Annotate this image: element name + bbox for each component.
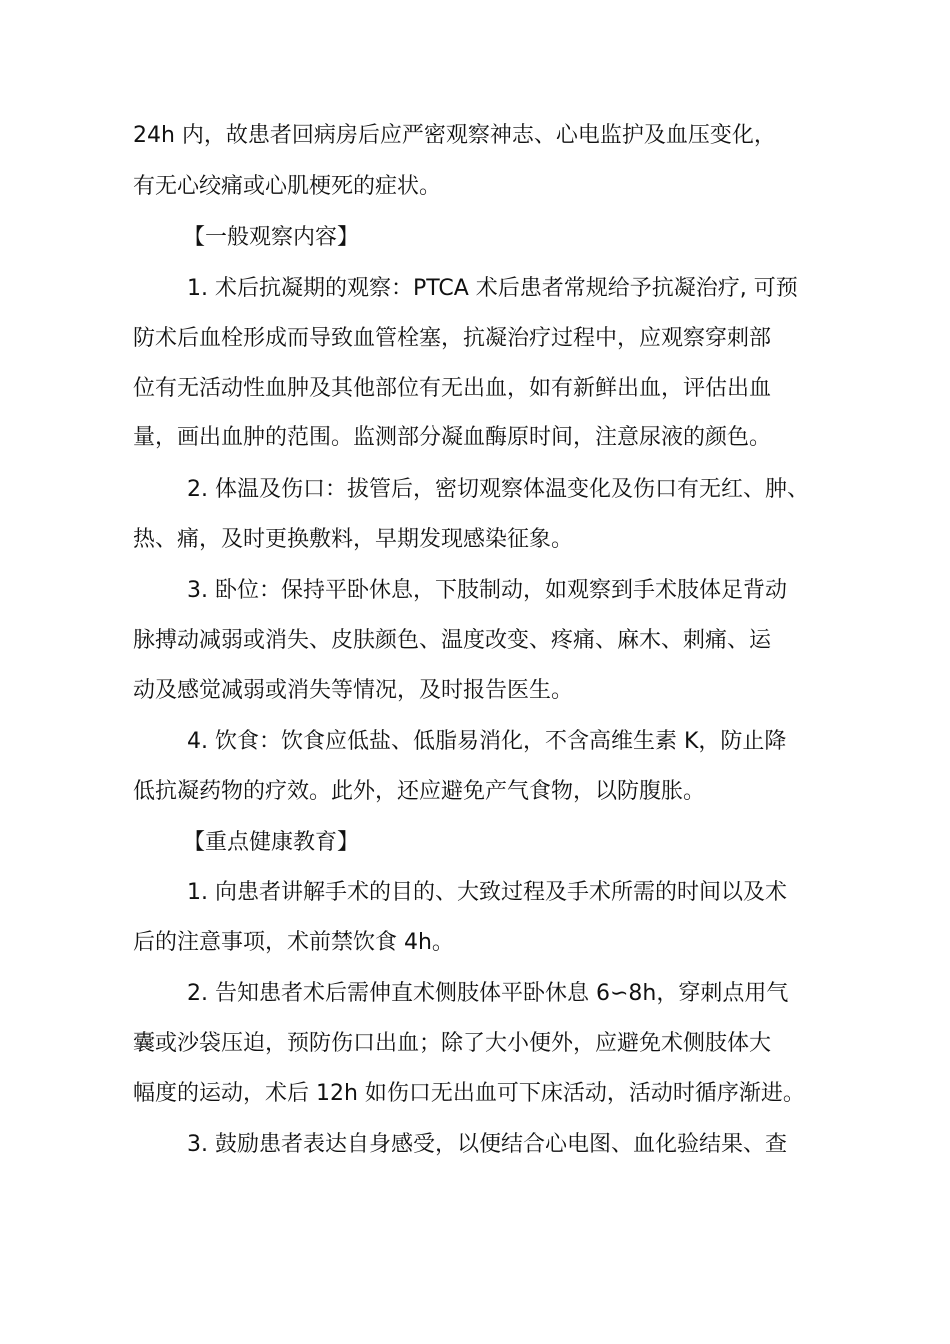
text-line: 4. 饮食：饮食应低盐、低脂易消化，不含高维生素 K，防止降 <box>187 729 787 754</box>
text-line: 防术后血栓形成而导致血管栓塞，抗凝治疗过程中，应观察穿刺部 <box>133 326 772 351</box>
text-line: 1. 向患者讲解手术的目的、大致过程及手术所需的时间以及术 <box>187 880 787 905</box>
text-line: 2. 告知患者术后需伸直术侧肢体平卧休息 6∽8h，穿刺点用气 <box>187 981 789 1006</box>
text-line: 有无心绞痛或心肌梗死的症状。 <box>133 174 442 199</box>
text-line: 3. 卧位：保持平卧休息，下肢制动，如观察到手术肢体足背动 <box>187 578 787 603</box>
section-heading: 【一般观察内容】 <box>183 225 360 250</box>
text-line: 动及感觉减弱或消失等情况，及时报告医生。 <box>133 678 574 703</box>
text-line: 脉搏动减弱或消失、皮肤颜色、温度改变、疼痛、麻木、刺痛、运 <box>133 628 772 653</box>
text-line: 热、痛，及时更换敷料，早期发现感染征象。 <box>133 527 574 552</box>
text-line: 囊或沙袋压迫，预防伤口出血；除了大小便外，应避免术侧肢体大 <box>133 1031 772 1056</box>
text-line: 低抗凝药物的疗效。此外，还应避免产气食物，以防腹胀。 <box>133 779 706 804</box>
text-line: 24h 内，故患者回病房后应严密观察神志、心电监护及血压变化， <box>133 123 776 148</box>
text-line: 后的注意事项，术前禁饮食 4h。 <box>133 930 454 955</box>
text-line: 位有无活动性血肿及其他部位有无出血，如有新鲜出血，评估出血 <box>133 376 772 401</box>
text-line: 1. 术后抗凝期的观察：PTCA 术后患者常规给予抗凝治疗, 可预 <box>187 276 798 301</box>
text-line: 幅度的运动，术后 12h 如伤口无出血可下床活动，活动时循序渐进。 <box>133 1081 805 1106</box>
text-line: 2. 体温及伤口：拔管后，密切观察体温变化及伤口有无红、肿、 <box>187 477 809 502</box>
section-heading: 【重点健康教育】 <box>183 830 360 855</box>
text-line: 量，画出血肿的范围。监测部分凝血酶原时间，注意尿液的颜色。 <box>133 425 772 450</box>
text-line: 3. 鼓励患者表达自身感受，以便结合心电图、血化验结果、查 <box>187 1132 787 1157</box>
